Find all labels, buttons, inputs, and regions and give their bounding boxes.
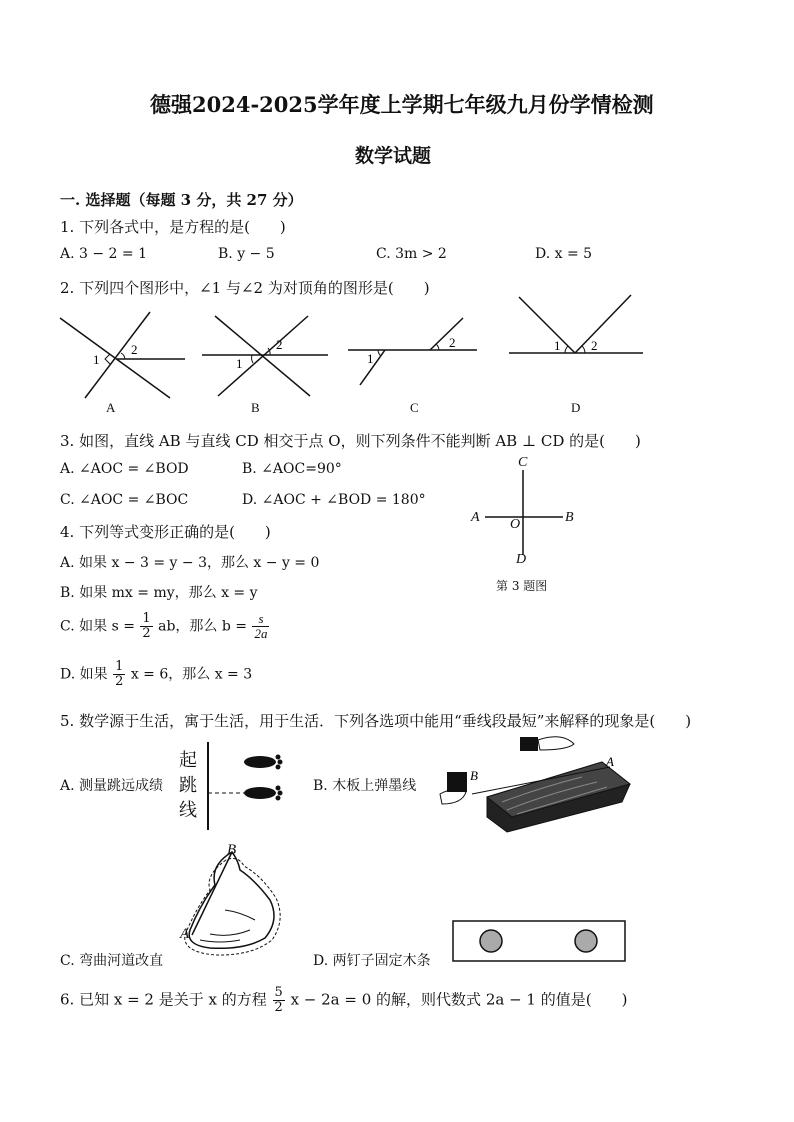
q2-figure-b <box>200 310 340 400</box>
q2-label-b: B <box>251 400 260 415</box>
exam-subtitle: 数学试题 <box>355 145 432 167</box>
question-4-stem: 4. 下列等式变形正确的是( ) <box>60 523 271 541</box>
q4c-fraction-1 <box>140 612 152 641</box>
q3-point-c: C <box>518 455 528 470</box>
q4-option-d <box>60 660 252 689</box>
nail-icon <box>480 930 502 952</box>
q4c-frac1-den: 2 <box>142 626 151 641</box>
q5a-takeoff-text-1: 起 <box>179 750 197 771</box>
q4c-fraction-2 <box>252 612 269 641</box>
question-6-stem <box>60 986 627 1015</box>
q3-point-a: A <box>471 510 480 525</box>
q1-option-a: A. 3 − 2 = 1 <box>60 246 147 262</box>
q2-figure-d <box>507 292 647 362</box>
q2b-angle-2: 2 <box>276 337 283 352</box>
exam-title: 德强2024-2025学年度上学期七年级九月份学情检测 <box>150 92 654 117</box>
q1-option-c: C. 3m > 2 <box>376 246 447 262</box>
q3-figure-caption: 第 3 题图 <box>496 579 548 593</box>
q3-point-b: B <box>565 510 574 525</box>
q1-option-b: B. y − 5 <box>218 246 275 262</box>
footprint-icon <box>244 755 283 801</box>
question-2-stem: 2. 下列四个图形中，∠1 与∠2 为对顶角的图形是( ) <box>60 279 430 297</box>
nail-icon <box>575 930 597 952</box>
q4d-fraction <box>113 660 125 689</box>
q5b-point-b: B <box>470 768 478 783</box>
q6-stem-post: x − 2a = 0 的解，则代数式 2a − 1 的值是( ) <box>290 990 628 1009</box>
question-1-stem: 1. 下列各式中，是方程的是( ) <box>60 218 286 236</box>
q4c-frac2-den: 2a <box>254 626 268 641</box>
question-3-stem: 3. 如图，直线 AB 与直线 CD 相交于点 O，则下列条件不能判断 AB ⊥ CD 的是( ) <box>60 432 641 450</box>
q5d-figure <box>452 920 627 962</box>
q2a-angle-2: 2 <box>131 342 138 357</box>
q5-option-b: B. 木板上弹墨线 <box>313 778 417 794</box>
q4c-mid: ab，那么 b = <box>158 618 248 635</box>
q4d-frac-num: 1 <box>115 659 124 674</box>
q3-option-d: D. ∠AOC + ∠BOD = 180° <box>242 492 426 508</box>
q5-option-c: C. 弯曲河道改直 <box>60 953 164 969</box>
q4c-frac1-num: 1 <box>142 611 151 626</box>
question-5-stem: 5. 数学源于生活，寓于生活，用于生活．下列各选项中能用“垂线段最短”来解释的现象是( ) <box>60 712 692 730</box>
q5-option-a: A. 测量跳远成绩 <box>60 778 164 794</box>
q4d-pre: D. 如果 <box>60 666 108 683</box>
q4c-frac2-num: s <box>252 612 269 627</box>
q3-option-b: B. ∠AOC=90° <box>242 461 342 477</box>
q2c-angle-2: 2 <box>449 335 456 350</box>
q2-label-c: C <box>410 400 419 415</box>
q3-figure <box>465 455 595 565</box>
q4c-pre: C. 如果 s = <box>60 618 135 635</box>
q2-figure-c <box>345 310 485 400</box>
q2-label-a: A <box>106 400 116 415</box>
q2b-angle-1: 1 <box>236 356 243 371</box>
q1-option-d: D. x = 5 <box>535 246 593 262</box>
q2d-angle-2: 2 <box>591 338 598 353</box>
q2-figure-a <box>55 310 195 400</box>
q5-option-d: D. 两钉子固定木条 <box>313 953 431 969</box>
q2a-angle-1: 1 <box>93 352 100 367</box>
q4-option-c <box>60 612 270 641</box>
q3-option-a: A. ∠AOC = ∠BOD <box>60 461 189 477</box>
q5c-point-a: A <box>180 926 190 942</box>
q2d-angle-1: 1 <box>554 338 561 353</box>
q5a-takeoff-text-3: 线 <box>179 800 197 821</box>
q4-option-a: A. 如果 x − 3 = y − 3，那么 x − y = 0 <box>60 555 320 571</box>
hand-icon <box>520 737 538 751</box>
section-heading: 一. 选择题（每题 3 分，共 27 分） <box>60 191 303 209</box>
q5b-point-a: A <box>606 754 614 769</box>
q5a-figure <box>200 742 300 832</box>
q6-frac-num: 5 <box>274 985 283 1000</box>
q5a-takeoff-text-2: 跳 <box>179 775 197 796</box>
q6-fraction <box>273 986 285 1015</box>
q3-point-d: D <box>516 552 527 567</box>
q5c-figure <box>170 840 290 970</box>
q3-option-c: C. ∠AOC = ∠BOC <box>60 492 189 508</box>
q6-frac-den: 2 <box>274 1000 283 1015</box>
q5c-point-b: B <box>227 842 237 858</box>
q4d-post: x = 6，那么 x = 3 <box>130 666 253 683</box>
q3-point-o: O <box>510 517 521 532</box>
q2-label-d: D <box>571 400 581 415</box>
q4d-frac-den: 2 <box>115 674 124 689</box>
q5b-figure <box>432 732 632 842</box>
q2c-angle-1: 1 <box>367 351 374 366</box>
q4-option-b: B. 如果 mx = my，那么 x = y <box>60 585 258 601</box>
q6-stem-pre: 6. 已知 x = 2 是关于 x 的方程 <box>60 990 267 1009</box>
